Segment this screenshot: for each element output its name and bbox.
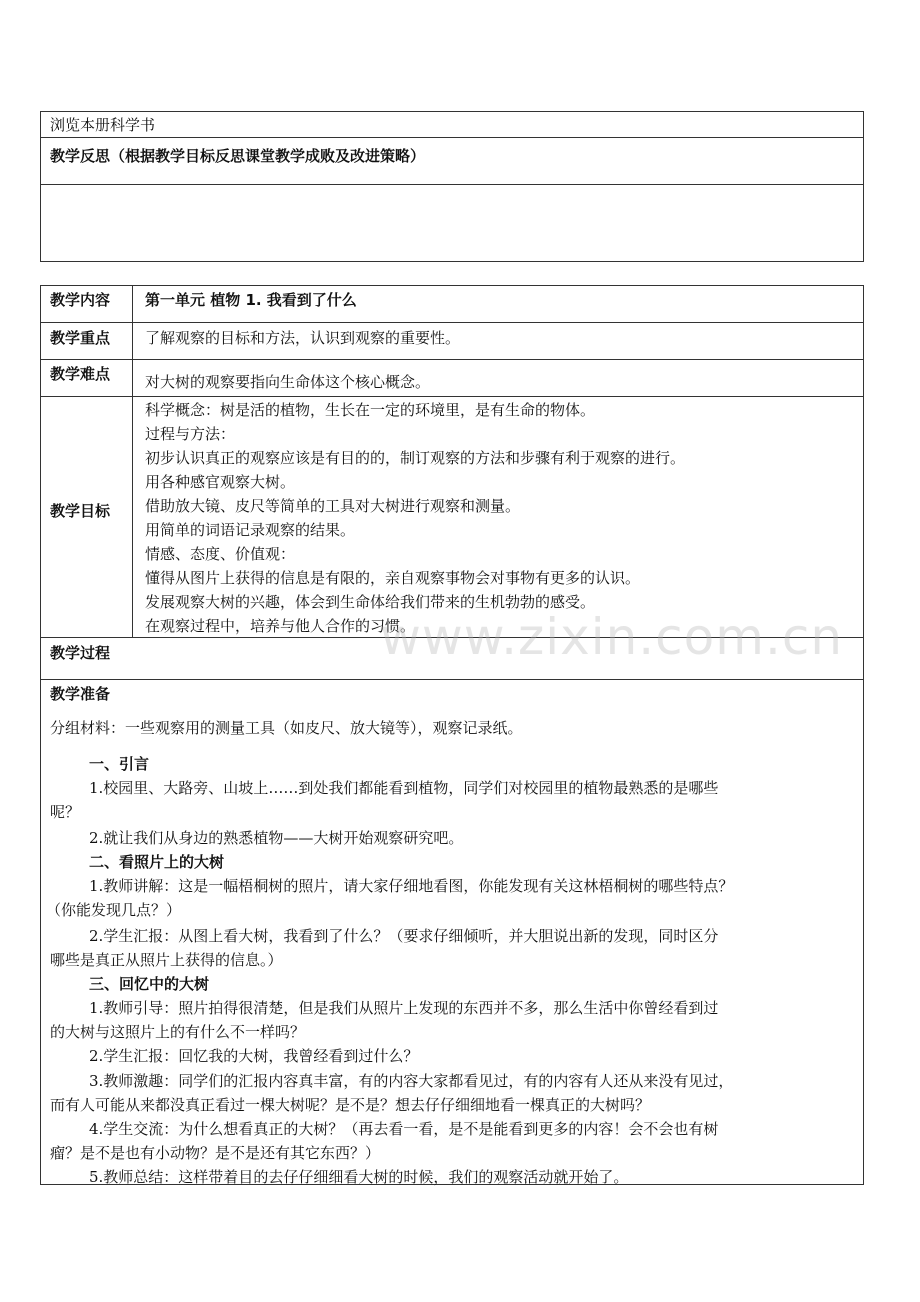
goals-label xyxy=(41,397,133,637)
process-row xyxy=(41,638,863,680)
paragraph-line: 3.教师激趣：同学们的汇报内容真丰富，有的内容大家都看见过，有的内容有人还从来没有见过， xyxy=(89,1072,734,1090)
prep-title: 教学准备 xyxy=(50,685,111,703)
top-table xyxy=(40,111,864,262)
lesson-table xyxy=(40,285,864,1185)
paragraph-line: 瘤？是不是也有小动物？是不是还有其它东西？） xyxy=(50,1144,381,1162)
goal-line: 过程与方法： xyxy=(145,425,236,443)
paragraph-line: 1.教师引导：照片拍得很清楚，但是我们从照片上发现的东西并不多，那么生活中你曾经看到过 xyxy=(89,999,719,1017)
content-value: 第一单元 植物 1. 我看到了什么 xyxy=(145,291,357,309)
goal-line: 情感、态度、价值观： xyxy=(145,545,296,563)
browse-text: 浏览本册科学书 xyxy=(50,116,156,134)
paragraph-line: 1.校园里、大路旁、山坡上……到处我们都能看到植物，同学们对校园里的植物最熟悉的是哪些 xyxy=(89,779,719,797)
paragraph-line: 5.教师总结：这样带着目的去仔仔细细看大树的时候，我们的观察活动就开始了。 xyxy=(89,1168,629,1186)
goal-line: 初步认识真正的观察应该是有目的的，制订观察的方法和步骤有利于观察的进行。 xyxy=(145,449,686,467)
content-label-text: 教学内容 xyxy=(50,291,111,309)
focus-value: 了解观察的目标和方法，认识到观察的重要性。 xyxy=(145,329,461,347)
watermark: www.zixin.com.cn xyxy=(380,608,844,666)
difficulty-value: 对大树的观察要指向生命体这个核心概念。 xyxy=(145,373,431,391)
goals-row xyxy=(41,397,863,638)
goal-line: 在观察过程中，培养与他人合作的习惯。 xyxy=(145,617,416,635)
focus-label-text: 教学重点 xyxy=(50,329,111,347)
prep-section xyxy=(41,680,863,1184)
focus-label xyxy=(41,323,133,359)
paragraph-line: 2.就让我们从身边的熟悉植物——大树开始观察研究吧。 xyxy=(89,829,464,847)
process-label: 教学过程 xyxy=(50,644,111,662)
focus-row xyxy=(41,323,863,360)
section-heading: 三、回忆中的大树 xyxy=(89,975,210,993)
focus-cell xyxy=(133,323,863,359)
content-label xyxy=(41,286,133,322)
goal-line: 懂得从图片上获得的信息是有限的，亲自观察事物会对事物有更多的认识。 xyxy=(145,569,641,587)
section-heading: 二、看照片上的大树 xyxy=(89,853,225,871)
paragraph-line: 2.学生汇报：从图上看大树，我看到了什么？（要求仔细倾听，并大胆说出新的发现，同时区分 xyxy=(89,927,719,945)
reflection-title-row xyxy=(41,138,863,185)
paragraph-line: 呢？ xyxy=(50,803,81,821)
paragraph-line: 4.学生交流：为什么想看真正的大树？（再去看一看，是不是能看到更多的内容！会不会也有树 xyxy=(89,1120,719,1138)
goals-cell xyxy=(133,397,863,637)
paragraph-line: 2.学生汇报：回忆我的大树，我曾经看到过什么？ xyxy=(89,1047,419,1065)
goal-line: 用简单的词语记录观察的结果。 xyxy=(145,521,356,539)
paragraph-line: 哪些是真正从照片上获得的信息。） xyxy=(50,951,283,969)
paragraph-line: 的大树与这照片上的有什么不一样吗？ xyxy=(50,1023,306,1041)
paragraph-line: 1.教师讲解：这是一幅梧桐树的照片，请大家仔细地看图，你能发现有关这林梧桐树的哪些特点？ xyxy=(89,877,734,895)
reflection-title: 教学反思（根据教学目标反思课堂教学成败及改进策略） xyxy=(50,147,426,165)
difficulty-row xyxy=(41,360,863,397)
content-row xyxy=(41,286,863,323)
paragraph-line: 而有人可能从来都没真正看过一棵大树呢？是不是？想去仔仔细细地看一棵真正的大树吗？ xyxy=(50,1096,651,1114)
goal-line: 科学概念：树是活的植物，生长在一定的环境里，是有生命的物体。 xyxy=(145,401,596,419)
prep-materials: 分组材料：一些观察用的测量工具（如皮尺、放大镜等），观察记录纸。 xyxy=(50,719,523,737)
goal-line: 发展观察大树的兴趣，体会到生命体给我们带来的生机勃勃的感受。 xyxy=(145,593,596,611)
reflection-body-row xyxy=(41,185,863,261)
difficulty-label-text: 教学难点 xyxy=(50,365,111,383)
difficulty-cell xyxy=(133,360,863,396)
goals-label-text: 教学目标 xyxy=(50,502,111,520)
difficulty-label xyxy=(41,360,133,396)
paragraph-line: （你能发现几点？） xyxy=(46,901,182,919)
section-heading: 一、引言 xyxy=(89,755,150,773)
goal-line: 用各种感官观察大树。 xyxy=(145,473,296,491)
content-cell xyxy=(133,286,863,322)
browse-row xyxy=(41,112,863,138)
goal-line: 借助放大镜、皮尺等简单的工具对大树进行观察和测量。 xyxy=(145,497,521,515)
